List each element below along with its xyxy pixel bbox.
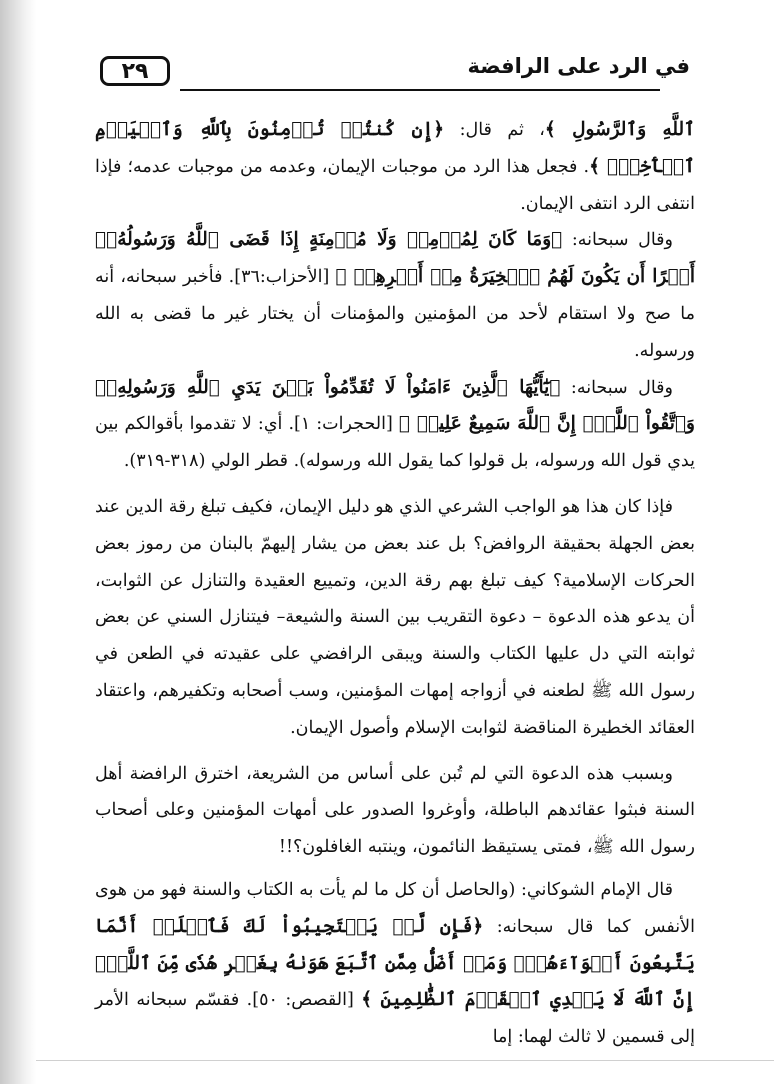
- running-title: في الرد على الرافضة: [467, 54, 690, 78]
- page-number: [100, 56, 170, 86]
- paragraph-3: [95, 370, 695, 480]
- page-header: [100, 56, 690, 96]
- paragraph-6: [95, 872, 695, 1056]
- text-run: فإذا كان هذا هو الواجب الشرعي الذي هو دليل الإيمان، فكيف تبلغ رقة الدين عند بعض الجهلة بحقيقة الروافض؟ بل عند بعض من يشار إليهمّ بالبنان من رموز بعض الحركات الإسلامية؟ كيف تبلغ بهم رقة الدين، وتمييع العقيدة والتنازل عن الثوابت، أن يدعو هذه الدعوة – دعوة التقريب بين السنة والشيعة– فيتنازل السني عن بعض ثوابته التي دل عليها الكتاب والسنة ويبقى الرافضي على عقيدته في الطعن في رسول الله ﷺ لطعنه في أزواجه إمهات المؤمنين، وسب أصحابه وتكفيرهم، واعتقاد العقائد الخطيرة المناقضة لثوابت الإسلام وأصول الإيمان.: [95, 496, 695, 738]
- text-run: ، ثم قال:: [444, 120, 545, 140]
- quran-verse: ﴿فَإِن لَّمۡ يَسۡتَجِيبُواْ لَكَ فَٱعۡلَمۡ أَنَّمَا يَتَّبِعُونَ أَهۡوَآءَهُمۡۚ وَمَنۡ أَضَلُّ مِمَّنِ ٱتَّبَعَ هَوَىٰهُ بِغَيۡرِ هُدٗى مِّنَ ٱللَّهِۚ إِنَّ ٱللَّهَ لَا يَهۡدِي ٱلۡقَوۡمَ ٱلظَّٰلِمِينَ ﴾: [95, 915, 695, 1011]
- quran-verse: ٱللَّهِ وَٱلرَّسُولِ ﴾: [544, 119, 696, 140]
- paragraph-4: [95, 489, 695, 747]
- text-run: قال الإمام الشوكاني: (والحاصل أن كل ما لم يأت به الكتاب والسنة فهو من هوى الأنفس كما قال سبحانه:: [95, 879, 695, 937]
- quran-verse: ﴿وَمَا كَانَ لِمُؤۡمِنٖ وَلَا مُؤۡمِنَةٍ إِذَا قَضَى ٱللَّهُ وَرَسُولُهُۥٓ أَمۡرًا أَن يَكُونَ لَهُمُ ٱلۡخِيَرَةُ مِنۡ أَمۡرِهِمۡ ﴾: [95, 229, 695, 288]
- body-text: [95, 112, 695, 1056]
- text-run: [القصص: ٥٠]. فقسّم سبحانه الأمر إلى قسمين لا ثالث لهما: إما: [95, 990, 695, 1048]
- text-run: وبسبب هذه الدعوة التي لم تُبن على أساس من الشريعة، اخترق الرافضة أهل السنة فبثوا عقائدهم الباطلة، وأوغروا الصدور على أمهات المؤمنين وعلى أصحاب رسول الله ﷺ، فمتى يستيقظ النائمون، وينتبه الغافلون؟!!: [95, 763, 695, 858]
- paragraph-2: [95, 222, 695, 369]
- text-run: . فجعل هذا الرد من موجبات الإيمان، وعدمه من موجبات عدمه؛ فإذا انتفى الرد انتفى الإيمان.: [95, 156, 695, 214]
- text-run: [الحجرات: ١]. أي: لا تقدموا بأقوالكم بين يدي قول الله ورسوله، بل قولوا كما يقول الله ورسوله). قطر الولي (٣١٨-٣١٩).: [95, 414, 695, 472]
- quran-verse: ﴿يَٰٓأَيُّهَا ٱلَّذِينَ ءَامَنُواْ لَا تُقَدِّمُواْ بَيۡنَ يَدَيِ ٱللَّهِ وَرَسُولِهِۦۖ وَٱتَّقُواْ ٱللَّهَۚ إِنَّ ٱللَّهَ سَمِيعٌ عَلِيمٞ ﴾: [95, 376, 695, 435]
- text-run: [الأحزاب:٣٦]. فأخبر سبحانه، أنه ما صح ولا استقام لأحد من المؤمنين والمؤمنات أن يختار غير ما قضى به الله ورسوله.: [95, 267, 695, 361]
- scan-edge: [36, 1060, 774, 1061]
- binding-shadow: [0, 0, 36, 1084]
- text-run: وقال سبحانه:: [560, 377, 673, 398]
- page-number-text: ٢٩: [121, 58, 149, 84]
- paragraph-5: [95, 756, 695, 866]
- paragraph-1: [95, 112, 695, 222]
- text-run: وقال سبحانه:: [562, 230, 673, 251]
- header-rule: [180, 89, 660, 91]
- quran-verse: ﴿إِن كُنتُمۡ تُؤۡمِنُونَ بِٱللَّهِ وَٱلۡيَوۡمِ ٱلۡأٓخِرِۚ ﴾: [95, 119, 696, 177]
